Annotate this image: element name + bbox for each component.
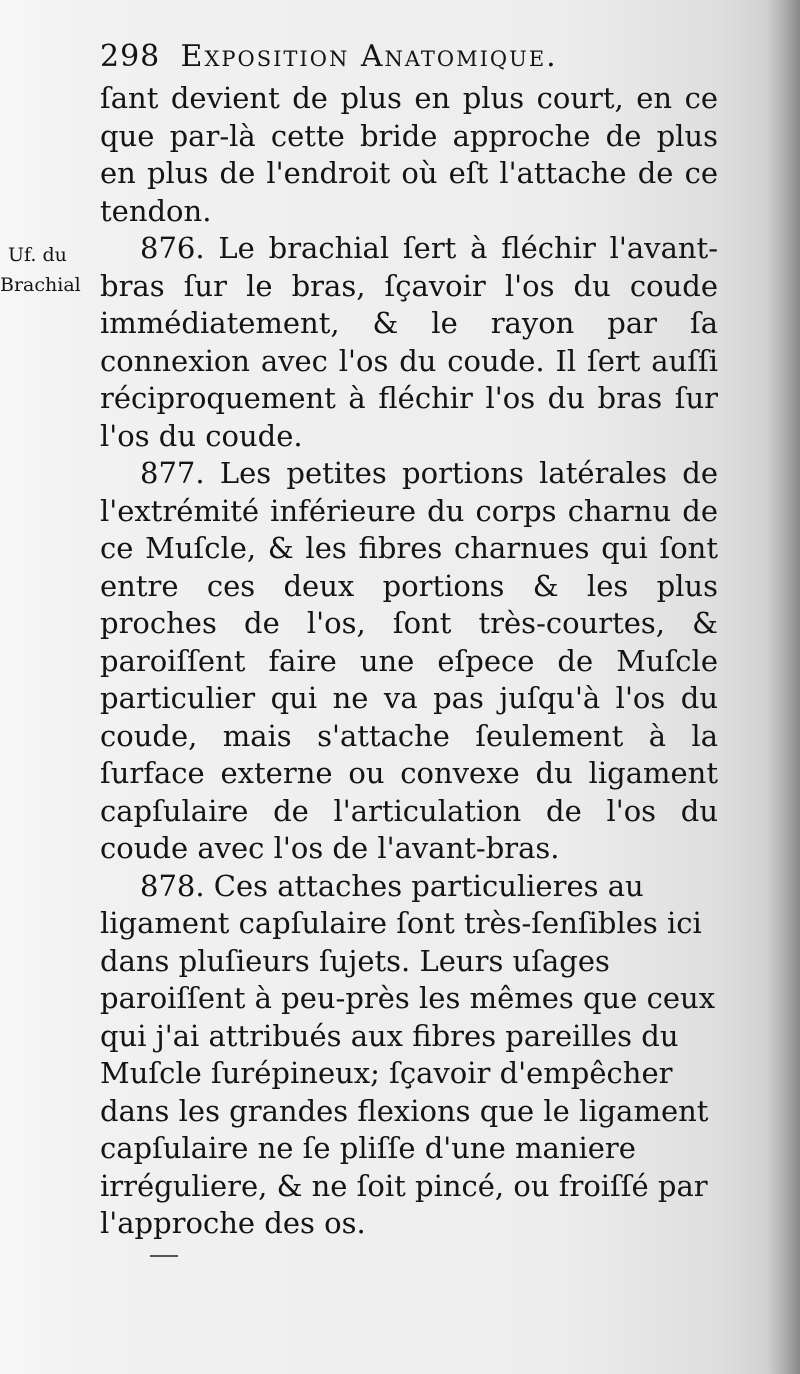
margin-note-line-1: Uf. du [8, 244, 67, 266]
paragraph-continuation: ſant devient de plus en plus court, en ce que par-là cette bride approche de plus en plus de l'endroit où eſt l'attache de ce tendon. [100, 81, 718, 228]
body-text [100, 80, 718, 1243]
margin-note [0, 240, 98, 300]
paragraph-877: 877. Les petites portions latérales de l'extrémité inférieure du corps charnu de ce Muſcle, & les fibres charnues qui ſont entre ces deux portions & les plus proches de l'os, ſont très-courtes, & paroiſſent faire une eſpece de Muſcle particulier qui ne va pas juſqu'à l'os du coude, mais s'attache ſeulement à la ſurface externe ou convexe du ligament capſulaire de l'articulation de l'os du coude avec l'os de l'avant-bras. [100, 456, 718, 865]
page-number: 298 [100, 39, 161, 74]
paragraph-876: 876. Le brachial ſert à fléchir l'avant-bras ſur le bras, ſçavoir l'os du coude immédiatement, & le rayon par ſa connexion avec l'os du coude. Il ſert auſſi réciproquement à fléchir l'os du bras ſur l'os du coude. [100, 231, 718, 453]
margin-note-line-2: Brachial [0, 274, 81, 296]
running-title: Exposition Anatomique. [180, 39, 558, 74]
end-mark [150, 1255, 178, 1257]
paragraph-878: 878. Ces attaches particulieres au ligament capſulaire ſont très-ſenſibles ici dans pluſieurs ſujets. Leurs uſages paroiſſent à peu-près les mêmes que ceux qui j'ai attribués aux fibres pareilles du Muſcle ſurépineux; ſçavoir d'empêcher dans les grandes flexions que le ligament capſulaire ne ſe pliſſe d'une maniere irréguliere, & ne ſoit pincé, ou froiſſé par l'approche des os. [100, 868, 716, 1240]
binding-shadow [766, 0, 800, 1374]
running-header [100, 40, 720, 74]
